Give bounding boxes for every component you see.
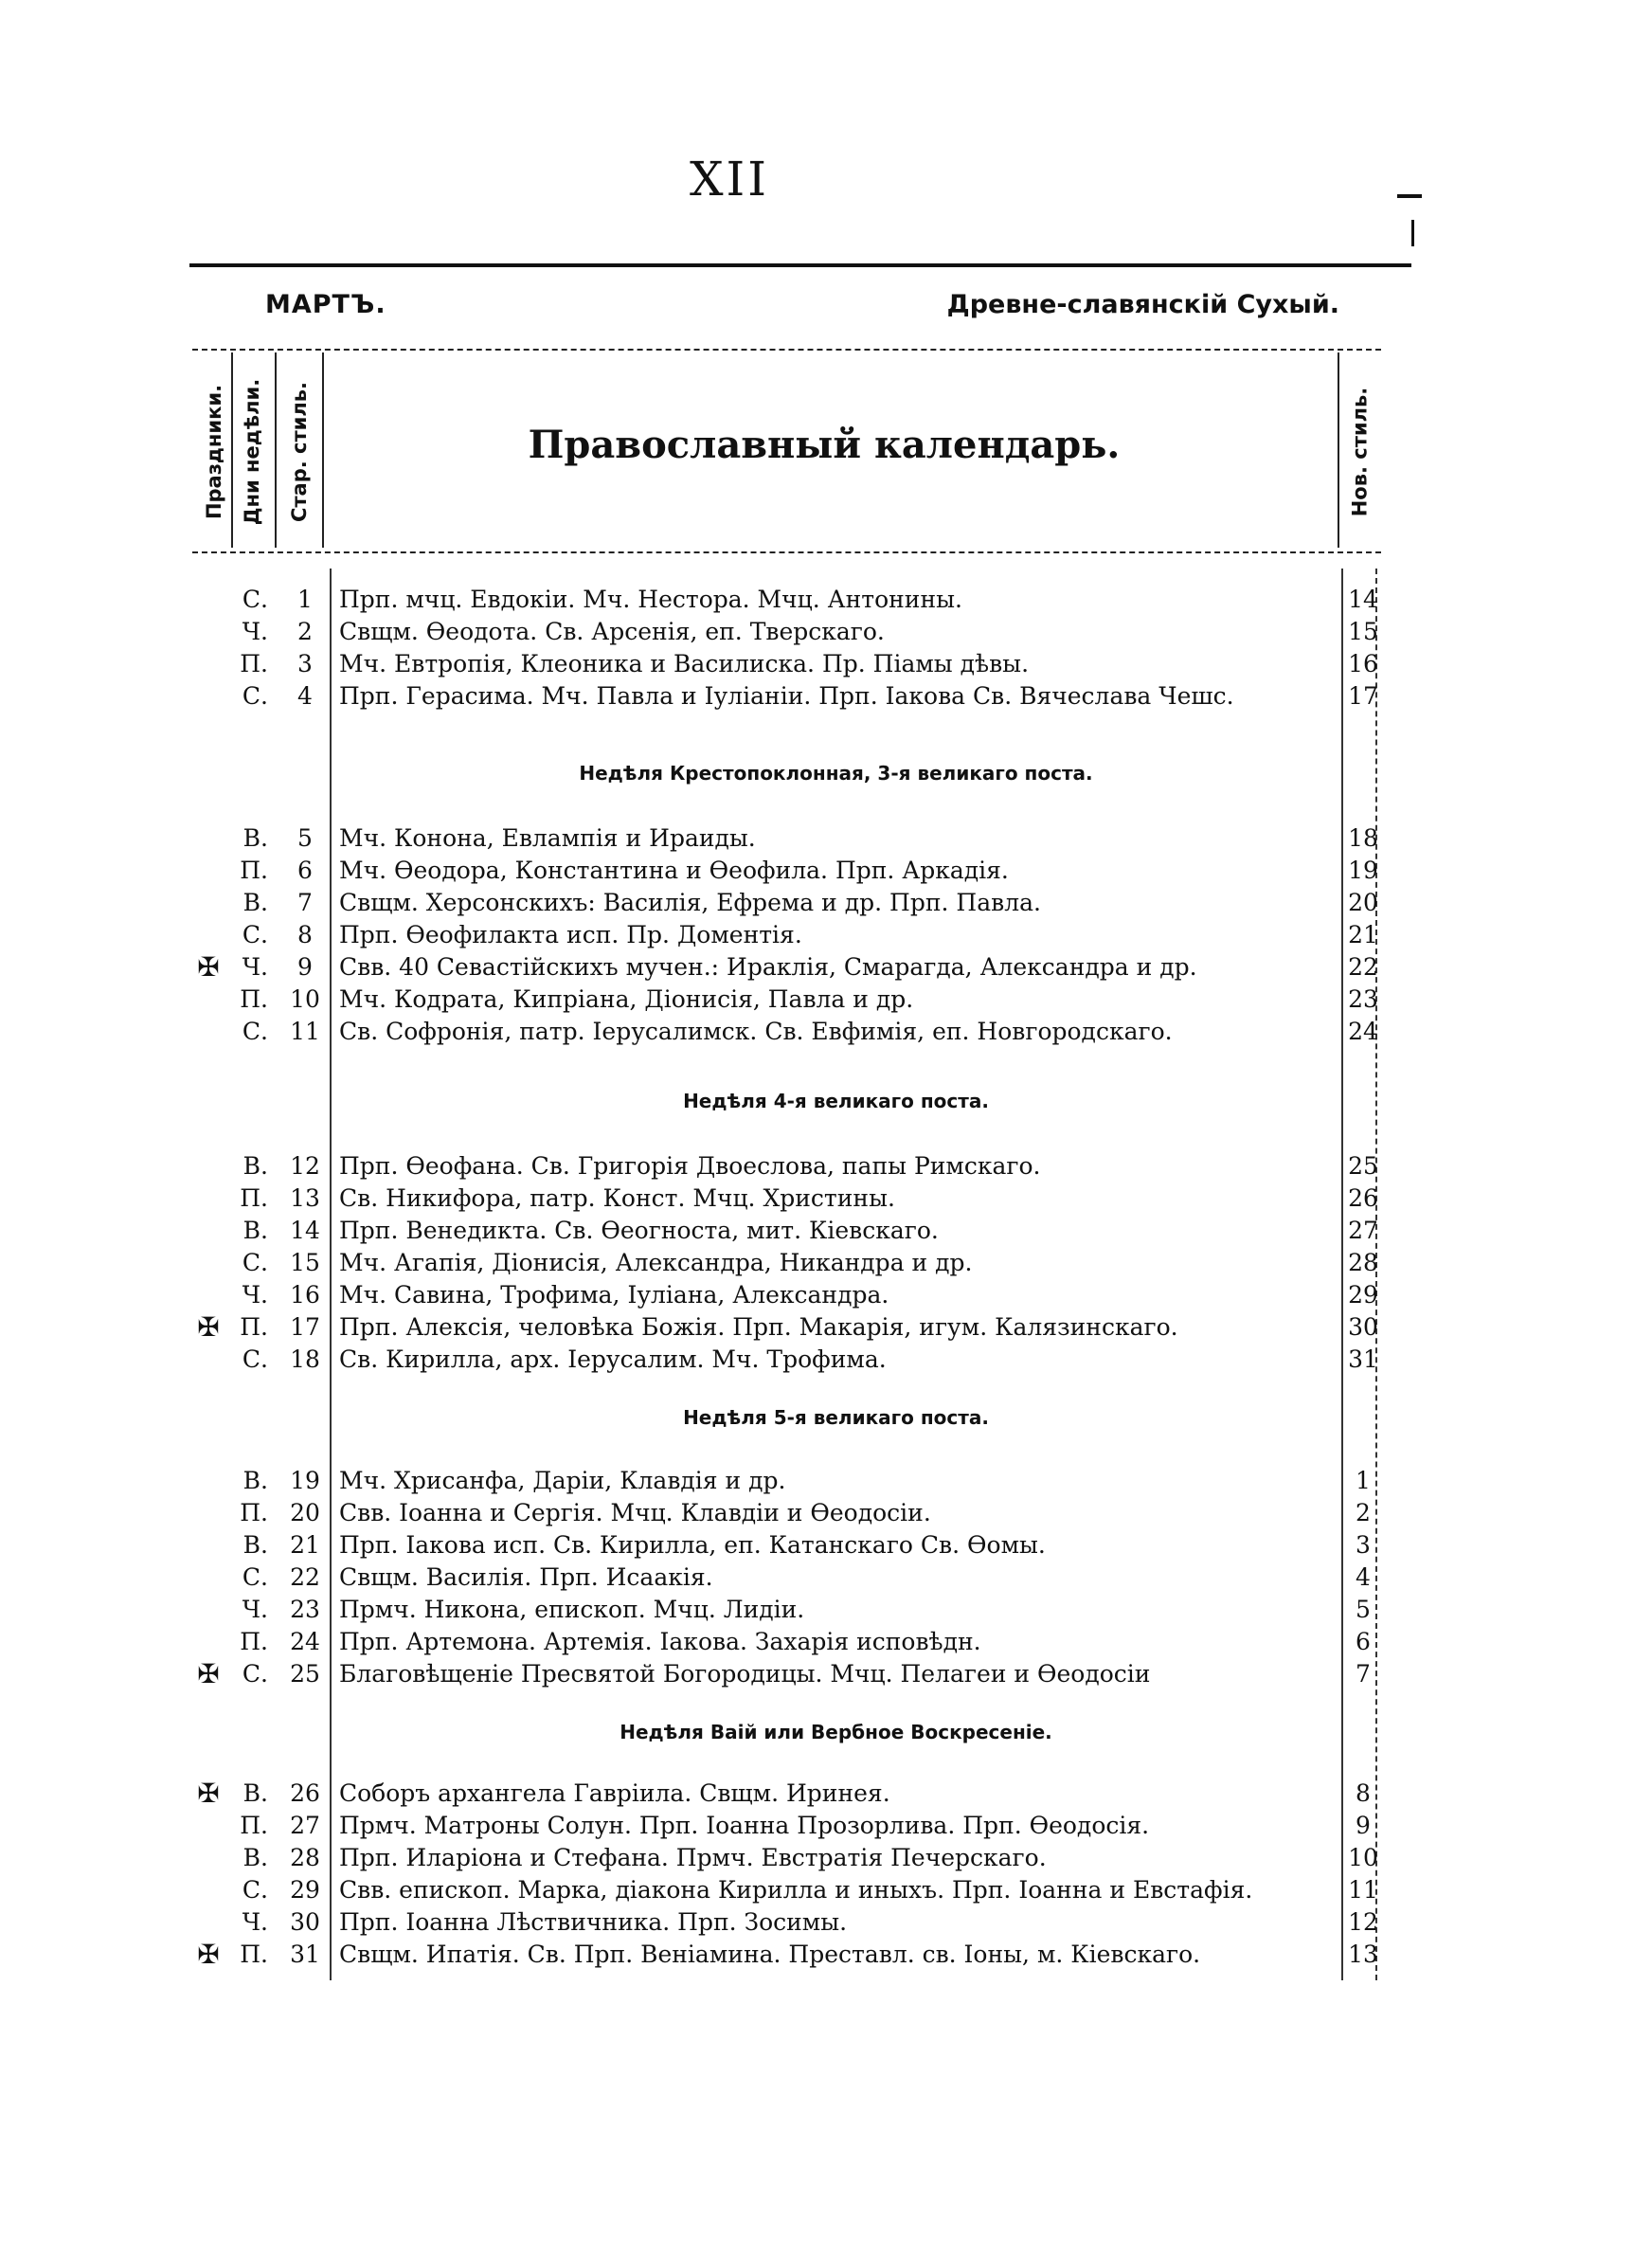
new-style-date: 10 [1348, 1844, 1378, 1871]
calendar-row [0, 1842, 1652, 1874]
new-style-date: 4 [1356, 1563, 1371, 1591]
new-style-date: 18 [1348, 824, 1378, 852]
weekday-abbr: Ч. [242, 1281, 268, 1309]
weekday-abbr: П. [240, 1941, 268, 1968]
calendar-row [0, 855, 1652, 887]
header-col-old-style: Стар. стиль. [288, 381, 312, 523]
saints-text: Свщм. Херсонскихъ: Василія, Ефрема и др. Прп. Павла. [339, 889, 1041, 916]
old-style-date: 3 [297, 650, 313, 677]
new-style-date: 16 [1348, 650, 1378, 677]
weekday-abbr: С. [242, 1876, 268, 1904]
old-style-date: 16 [290, 1281, 320, 1309]
weekday-abbr: С. [242, 586, 268, 613]
weekday-abbr: В. [242, 1152, 268, 1180]
header-divider [275, 352, 277, 548]
header-divider [231, 352, 233, 548]
weekday-abbr: П. [240, 1313, 268, 1341]
saints-text: Мч. Кодрата, Кипріана, Діонисія, Павла и др. [339, 985, 914, 1013]
old-style-date: 11 [290, 1018, 320, 1045]
old-style-date: 13 [290, 1184, 320, 1212]
weekday-abbr: П. [240, 650, 268, 677]
old-style-date: 28 [290, 1844, 320, 1871]
weekday-abbr: П. [240, 857, 268, 884]
month-header: МАРТЪ. [265, 290, 386, 319]
feast-cross-icon: ✠ [197, 1658, 220, 1689]
new-style-date: 9 [1356, 1812, 1371, 1839]
weekday-abbr: Ч. [242, 1908, 268, 1936]
calendar-row [0, 1016, 1652, 1048]
old-style-date: 14 [290, 1217, 320, 1244]
saints-text: Прп. мчц. Евдокіи. Мч. Нестора. Мчц. Антонины. [339, 586, 962, 613]
old-style-date: 6 [297, 857, 313, 884]
new-style-date: 6 [1356, 1628, 1371, 1655]
feast-cross-icon: ✠ [197, 951, 220, 983]
new-style-date: 14 [1348, 586, 1378, 613]
new-style-date: 12 [1348, 1908, 1378, 1936]
old-style-date: 9 [297, 953, 313, 981]
feast-cross-icon: ✠ [197, 1311, 220, 1343]
saints-text: Благовѣщеніе Пресвятой Богородицы. Мчц. Пелагеи и Ѳеодосіи [339, 1660, 1151, 1688]
saints-text: Прп. Іоанна Лѣствичника. Прп. Зосимы. [339, 1908, 848, 1936]
calendar-row [0, 1939, 1652, 1971]
old-style-date: 17 [290, 1313, 320, 1341]
weekday-abbr: Ч. [242, 618, 268, 645]
feast-cross-icon: ✠ [197, 1778, 220, 1809]
calendar-row [0, 616, 1652, 648]
old-style-date: 29 [290, 1876, 320, 1904]
new-style-date: 26 [1348, 1184, 1378, 1212]
calendar-row [0, 984, 1652, 1016]
new-style-date: 28 [1348, 1249, 1378, 1276]
weekday-abbr: С. [242, 1249, 268, 1276]
calendar-row [0, 648, 1652, 680]
weekday-abbr: В. [242, 1844, 268, 1871]
old-style-date: 21 [290, 1531, 320, 1559]
old-style-date: 19 [290, 1467, 320, 1494]
new-style-date: 3 [1356, 1531, 1371, 1559]
calendar-row [0, 1215, 1652, 1247]
weekday-abbr: П. [240, 1812, 268, 1839]
new-style-date: 23 [1348, 985, 1378, 1013]
calendar-row [0, 680, 1652, 713]
weekday-abbr: В. [242, 1779, 268, 1807]
old-style-date: 5 [297, 824, 313, 852]
new-style-date: 30 [1348, 1313, 1378, 1341]
new-style-date: 20 [1348, 889, 1378, 916]
new-style-date: 29 [1348, 1281, 1378, 1309]
calendar-row [0, 1465, 1652, 1497]
saints-text: Мч. Конона, Евлампія и Ираиды. [339, 824, 756, 852]
calendar-row [0, 1279, 1652, 1311]
saints-text: Мч. Ѳеодора, Константина и Ѳеофила. Прп. Аркадія. [339, 857, 1009, 884]
saints-text: Мч. Савина, Трофима, Іуліана, Александра. [339, 1281, 889, 1309]
calendar-row [0, 1874, 1652, 1906]
saints-text: Прп. Венедикта. Св. Ѳеогноста, мит. Кіевскаго. [339, 1217, 939, 1244]
new-style-date: 5 [1356, 1596, 1371, 1623]
calendar-row [0, 1247, 1652, 1279]
calendar-row [0, 1183, 1652, 1215]
calendar-row [0, 1344, 1652, 1376]
saints-text: Прмч. Матроны Солун. Прп. Іоанна Прозорлива. Прп. Ѳеодосія. [339, 1812, 1150, 1839]
saints-text: Свщм. Ѳеодота. Св. Арсенія, еп. Тверскаго. [339, 618, 885, 645]
saints-text: Мч. Евтропія, Клеоника и Василиска. Пр. Пiамы дѣвы. [339, 650, 1030, 677]
old-style-date: 4 [297, 682, 313, 710]
old-style-date: 31 [290, 1941, 320, 1968]
saints-text: Свщм. Василія. Прп. Исаакія. [339, 1563, 713, 1591]
weekday-abbr: С. [242, 682, 268, 710]
old-style-date: 23 [290, 1596, 320, 1623]
new-style-date: 27 [1348, 1217, 1378, 1244]
saints-text: Прп. Іакова исп. Св. Кирилла, еп. Катанскаго Св. Ѳомы. [339, 1531, 1046, 1559]
weekday-abbr: П. [240, 1184, 268, 1212]
weekday-abbr: С. [242, 921, 268, 948]
saints-text: Мч. Агапія, Діонисія, Александра, Никандра и др. [339, 1249, 973, 1276]
old-style-date: 25 [290, 1660, 320, 1688]
saints-text: Прп. Ѳеофана. Св. Григорія Двоеслова, папы Римскаго. [339, 1152, 1041, 1180]
header-col-holiday: Праздники. [203, 384, 226, 520]
old-style-date: 1 [297, 586, 313, 613]
calendar-row [0, 1562, 1652, 1594]
old-style-date: 2 [297, 618, 313, 645]
feast-cross-icon: ✠ [197, 1939, 220, 1970]
week-heading: Недѣля 5-я великаго поста. [683, 1406, 989, 1429]
week-heading: Недѣля 4-я великаго поста. [683, 1090, 989, 1112]
calendar-row [0, 1658, 1652, 1690]
calendar-row [0, 1906, 1652, 1939]
saints-text: Свв. епископ. Марка, діакона Кирилла и иныхъ. Прп. Іоанна и Евстафія. [339, 1876, 1253, 1904]
new-style-date: 21 [1348, 921, 1378, 948]
new-style-date: 13 [1348, 1941, 1378, 1968]
calendar-style-header: Древне-славянскій Сухый. [946, 290, 1339, 319]
old-style-date: 20 [290, 1499, 320, 1526]
old-style-date: 8 [297, 921, 313, 948]
weekday-abbr: П. [240, 1499, 268, 1526]
weekday-abbr: В. [242, 1217, 268, 1244]
saints-text: Свв. 40 Севастійскихъ мучен.: Ираклія, Смарагда, Александра и др. [339, 953, 1197, 981]
weekday-abbr: В. [242, 889, 268, 916]
saints-text: Прп. Герасима. Мч. Павла и Іуліаніи. Прп. Іакова Св. Вячеслава Чешс. [339, 682, 1234, 710]
saints-text: Прп. Алексія, человѣка Божія. Прп. Макарія, игум. Калязинскаго. [339, 1313, 1178, 1341]
old-style-date: 12 [290, 1152, 320, 1180]
calendar-title: Православный календарь. [528, 423, 1121, 467]
old-style-date: 22 [290, 1563, 320, 1591]
weekday-abbr: С. [242, 1563, 268, 1591]
saints-text: Мч. Хрисанфа, Даріи, Клавдія и др. [339, 1467, 786, 1494]
new-style-date: 22 [1348, 953, 1378, 981]
header-col-new-style: Нов. стиль. [1348, 387, 1371, 517]
calendar-row [0, 919, 1652, 951]
old-style-date: 10 [290, 985, 320, 1013]
new-style-date: 7 [1356, 1660, 1371, 1688]
calendar-row [0, 1810, 1652, 1842]
calendar-row [0, 1150, 1652, 1183]
edge-dash [1397, 194, 1422, 198]
weekday-abbr: С. [242, 1345, 268, 1373]
header-divider [322, 352, 324, 548]
new-style-date: 31 [1348, 1345, 1378, 1373]
weekday-abbr: В. [242, 1531, 268, 1559]
saints-text: Прп. Артемона. Артемія. Іакова. Захарія исповѣдн. [339, 1628, 981, 1655]
saints-text: Свв. Іоанна и Сергія. Мчц. Клавдіи и Ѳеодосіи. [339, 1499, 931, 1526]
saints-text: Прп. Ѳеофилакта исп. Пр. Доментія. [339, 921, 802, 948]
calendar-row [0, 1311, 1652, 1344]
weekday-abbr: В. [242, 824, 268, 852]
new-style-date: 24 [1348, 1018, 1378, 1045]
calendar-row [0, 1626, 1652, 1658]
header-col-weekday: Дни недѣли. [241, 378, 264, 526]
weekday-abbr: Ч. [242, 1596, 268, 1623]
calendar-row [0, 1778, 1652, 1810]
saints-text: Св. Кирилла, арх. Іерусалим. Мч. Трофима. [339, 1345, 887, 1373]
saints-text: Прп. Иларіона и Стефана. Прмч. Евстратія Печерскаго. [339, 1844, 1047, 1871]
weekday-abbr: П. [240, 985, 268, 1013]
new-style-date: 2 [1356, 1499, 1371, 1526]
new-style-date: 1 [1356, 1467, 1371, 1494]
new-style-date: 19 [1348, 857, 1378, 884]
new-style-date: 8 [1356, 1779, 1371, 1807]
old-style-date: 7 [297, 889, 313, 916]
weekday-abbr: В. [242, 1467, 268, 1494]
old-style-date: 15 [290, 1249, 320, 1276]
calendar-row [0, 1529, 1652, 1562]
calendar-row [0, 951, 1652, 984]
header-divider [1338, 352, 1339, 548]
weekday-abbr: С. [242, 1018, 268, 1045]
old-style-date: 24 [290, 1628, 320, 1655]
weekday-abbr: П. [240, 1628, 268, 1655]
old-style-date: 18 [290, 1345, 320, 1373]
saints-text: Св. Софронія, патр. Іерусалимск. Св. Евфимія, еп. Новгородскаго. [339, 1018, 1173, 1045]
weekday-abbr: С. [242, 1660, 268, 1688]
calendar-row [0, 822, 1652, 855]
week-heading: Недѣля Крестопоклонная, 3-я великаго поста. [579, 762, 1093, 785]
new-style-date: 25 [1348, 1152, 1378, 1180]
old-style-date: 26 [290, 1779, 320, 1807]
saints-text: Свщм. Ипатія. Св. Прп. Веніамина. Преставл. св. Іоны, м. Кіевскаго. [339, 1941, 1201, 1968]
calendar-row [0, 584, 1652, 616]
page-number: XII [689, 152, 770, 207]
weekday-abbr: Ч. [242, 953, 268, 981]
calendar-row [0, 887, 1652, 919]
top-rule [189, 263, 1411, 267]
old-style-date: 27 [290, 1812, 320, 1839]
saints-text: Прмч. Никона, епископ. Мчц. Лидіи. [339, 1596, 805, 1623]
calendar-row [0, 1497, 1652, 1529]
week-heading: Недѣля Ваій или Вербное Воскресеніе. [620, 1721, 1052, 1743]
new-style-date: 11 [1348, 1876, 1378, 1904]
new-style-date: 17 [1348, 682, 1378, 710]
calendar-row [0, 1594, 1652, 1626]
saints-text: Соборъ архангела Гавріила. Свщм. Иринея. [339, 1779, 890, 1807]
old-style-date: 30 [290, 1908, 320, 1936]
saints-text: Св. Никифора, патр. Конст. Мчц. Христины. [339, 1184, 895, 1212]
new-style-date: 15 [1348, 618, 1378, 645]
edge-tick [1411, 220, 1414, 246]
